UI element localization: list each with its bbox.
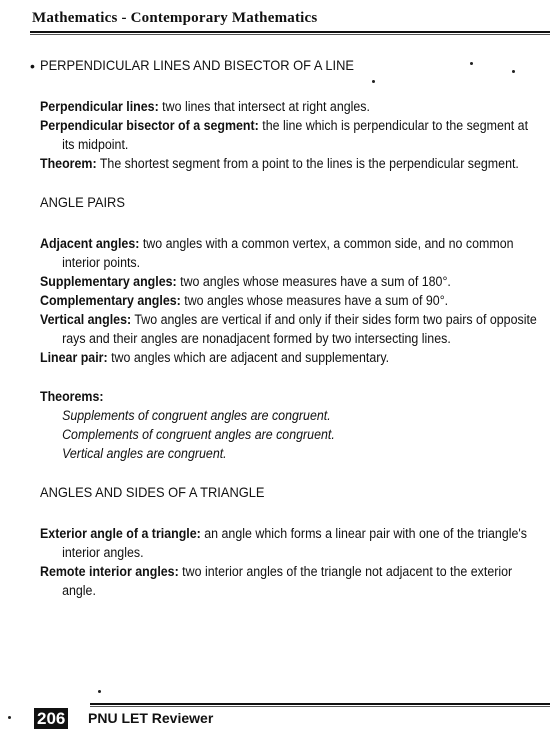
definition-adjacent-angles xyxy=(40,234,541,272)
term: Perpendicular bisector of a segment: xyxy=(40,118,259,133)
term: Perpendicular lines: xyxy=(40,99,159,114)
header-rule xyxy=(30,31,550,33)
definition-exterior-angle xyxy=(40,524,541,562)
definition-text: two angles which are adjacent and supplementary. xyxy=(107,350,390,365)
theorems-label xyxy=(40,387,541,406)
theorem-shortest-segment xyxy=(40,154,541,173)
section-title-angle-pairs: ANGLE PAIRS xyxy=(40,194,125,210)
header-rule-thin xyxy=(30,34,550,35)
definition-text: two angles with a common vertex, a common side, and no common interior points. xyxy=(62,236,514,270)
footer-book-title: PNU LET Reviewer xyxy=(88,710,214,726)
page-number: 206 xyxy=(34,708,68,729)
section-title-perpendicular: PERPENDICULAR LINES AND BISECTOR OF A LINE xyxy=(40,57,354,73)
theorem-list xyxy=(40,406,541,463)
footer-rule-thin xyxy=(90,706,550,707)
term: Complementary angles: xyxy=(40,293,181,308)
definition-linear-pair xyxy=(40,348,541,367)
definition-text: two interior angles of the triangle not adjacent to the exterior angle. xyxy=(62,564,513,598)
scan-speck xyxy=(512,70,515,73)
theorem-item: Supplements of congruent angles are congruent. xyxy=(62,408,331,423)
definition-text: Two angles are vertical if and only if their sides form two pairs of opposite rays and their angles are nonadjacent formed by two intersecting lines. xyxy=(62,312,537,346)
definition-perpendicular-bisector xyxy=(40,116,541,154)
term: Remote interior angles: xyxy=(40,564,179,579)
theorem-item: Complements of congruent angles are congruent. xyxy=(62,427,335,442)
definition-text: two lines that intersect at right angles. xyxy=(158,99,370,114)
running-header: Mathematics - Contemporary Mathematics xyxy=(32,10,318,26)
term: Theorems: xyxy=(40,389,104,404)
scan-speck xyxy=(372,80,375,83)
term: Adjacent angles: xyxy=(40,236,140,251)
term: Supplementary angles: xyxy=(40,274,177,289)
page-content xyxy=(40,56,541,600)
footer-rule xyxy=(90,703,550,705)
definition-text: two angles whose measures have a sum of 180°. xyxy=(176,274,451,289)
definition-text: two angles whose measures have a sum of 90°. xyxy=(180,293,449,308)
term: Theorem: xyxy=(40,156,97,171)
scan-speck xyxy=(470,62,473,65)
term: Exterior angle of a triangle: xyxy=(40,526,201,541)
term: Linear pair: xyxy=(40,350,108,365)
definition-text: an angle which forms a linear pair with one of the triangle's interior angles. xyxy=(62,526,527,560)
scan-speck xyxy=(8,716,11,719)
section-bullet: • xyxy=(30,58,35,74)
theorem-item: Vertical angles are congruent. xyxy=(62,446,227,461)
definition-text: The shortest segment from a point to the lines is the perpendicular segment. xyxy=(96,156,519,171)
definition-complementary-angles xyxy=(40,291,541,310)
definition-supplementary-angles xyxy=(40,272,541,291)
definition-vertical-angles xyxy=(40,310,541,348)
definition-text: the line which is perpendicular to the segment at its midpoint. xyxy=(62,118,529,152)
section-title-triangle: ANGLES AND SIDES OF A TRIANGLE xyxy=(40,484,265,500)
scan-speck xyxy=(98,690,101,693)
term: Vertical angles: xyxy=(40,312,132,327)
definition-remote-interior-angles xyxy=(40,562,541,600)
definition-perpendicular-lines xyxy=(40,97,541,116)
